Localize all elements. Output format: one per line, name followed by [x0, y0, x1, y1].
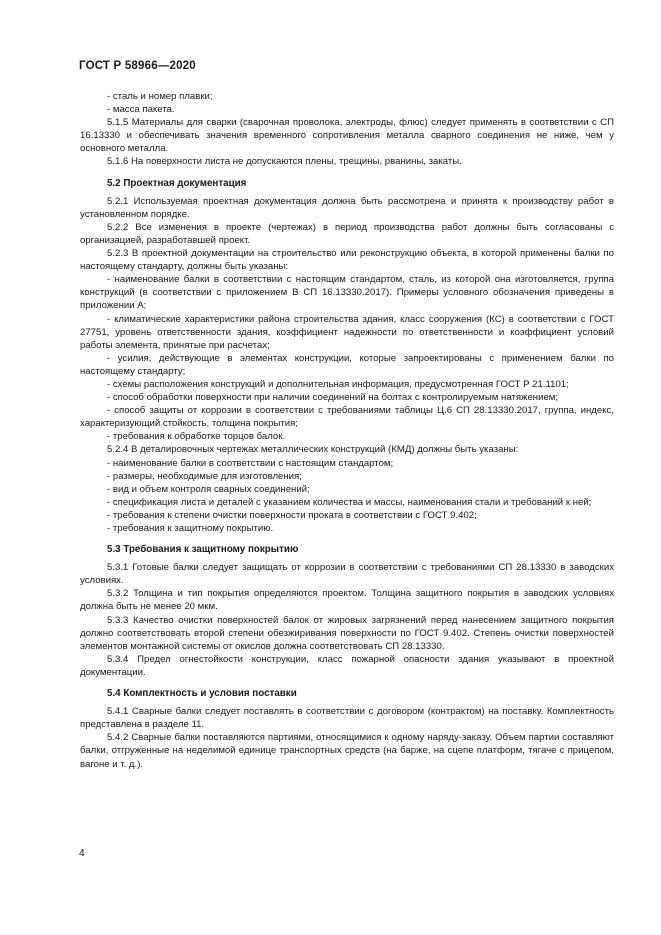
page-number: 4 — [79, 848, 85, 859]
clause-5-3-4: 5.3.4 Предел огнестойкости конструкции, класс пожарной опасности здания указывают в проектной документации. — [80, 653, 614, 678]
clause-5-3-2: 5.3.2 Толщина и тип покрытия определяются проектом. Толщина защитного покрытия в заводских условиях должна быть не менее 20 мкм. — [80, 588, 614, 613]
clause-5-2-2: 5.2.2 Все изменения в проекте (чертежах) в период производства работ должны быть согласованы с организацией, разработавшей проект. — [80, 221, 614, 246]
clause-5-3-3: 5.3.3 Качество очистки поверхностей балок от жировых загрязнений перед нанесением защитного покрытия должно соответствовать второй степени обезжиривания поверхности по ГОСТ 9.402. Степень очистки поверхностей элементов монтажной системы от окислов должна соответствовать СП 28.13330. — [80, 614, 614, 652]
list-item: - сталь и номер плавки; — [107, 91, 213, 102]
list-item: - способ обработки поверхности при наличии соединений на болтах с контролируемым натяжением; — [107, 392, 559, 404]
list-item: - требования к защитному покрытию. — [107, 523, 274, 534]
list-item: - усилия, действующие в элементах конструкции, которые запроектированы с применением балки по настоящему стандарту; — [80, 352, 614, 377]
list-item: - схемы расположения конструкций и дополнительная информация, предусмотренная ГОСТ Р 21.1101; — [107, 378, 569, 390]
list-item: - размеры, необходимые для изготовления; — [107, 470, 302, 482]
list-item: - требования к обработке торцов балок. — [107, 431, 286, 443]
clause-5-1-6: 5.1.6 На поверхности листа не допускаются плены, трещины, рванины, закаты. — [107, 156, 462, 168]
list-item: - вид и объем контроля сварных соединений; — [107, 483, 310, 495]
list-item: - масса пакета. — [107, 104, 175, 116]
section-heading-5-4: 5.4 Комплектность и условия поставки — [107, 688, 297, 700]
list-item: - климатические характеристики района строительства здания, класс сооружения (КС) в соответствии с ГОСТ 27751, уровень ответственности здания, коэффициент надежности по ответственности и коэффициент условий работы элемента, принятые при расчетах; — [80, 313, 614, 351]
clause-5-2-4: 5.2.4 В деталировочных чертежах металлических конструкций (КМД) должны быть указаны: — [107, 444, 519, 456]
page-header-standard-number: ГОСТ Р 58966—2020 — [79, 60, 196, 72]
list-item: - наименование балки в соответствии с настоящим стандартом; — [107, 457, 394, 469]
list-item: - способ защиты от коррозии в соответствии с требованиями таблицы Ц.6 СП 28.13330.2017, группа, индекс, характеризующий стойкость, толщина покрытия; — [80, 405, 614, 430]
list-item: - требования к степени очистки поверхности проката в соответствии с ГОСТ 9.402; — [107, 509, 477, 521]
clause-5-2-3: 5.2.3 В проектной документации на строительство или реконструкцию объекта, в которой применены балки по настоящему стандарту, должны быть указаны: — [80, 248, 614, 273]
clause-5-2-1: 5.2.1 Используемая проектная документация должна быть рассмотрена и принята к производству работ в установленном порядке. — [80, 195, 614, 220]
clause-5-3-1: 5.3.1 Готовые балки следует защищать от коррозии в соответствии с требованиями СП 28.13330 в заводских условиях. — [80, 562, 614, 587]
clause-5-1-5: 5.1.5 Материалы для сварки (сварочная проволока, электроды, флюс) следует применять в соответствии с СП 16.13330 и обеспечивать значения временного сопротивления металла сварного соединения не ниже, чем у основного металла. — [80, 117, 614, 155]
section-heading-5-3: 5.3 Требования к защитному покрытию — [107, 544, 299, 556]
list-item: - наименование балки в соответствии с настоящим стандартом, сталь, из которой она изготовляется, группа конструкций (в соответствии с приложением В СП 16.13330.2017). Примеры условного обозначения приведены в приложении А; — [80, 274, 614, 312]
section-heading-5-2: 5.2 Проектная документация — [107, 177, 247, 189]
clause-5-4-2: 5.4.2 Сварные балки поставляются партиями, относящимися к одному наряду-заказу. Объем партии составляют балки, отгруженные на неделимой единице транспортных средств (на барже, на сцепе платформ, тягаче с прицепом, вагоне и т. д.). — [80, 732, 614, 770]
list-item: - спецификация листа и деталей с указанием количества и массы, наименования стали и требований к ней; — [107, 496, 592, 508]
document-body — [80, 90, 614, 771]
clause-5-4-1: 5.4.1 Сварные балки следует поставлять в соответствии с договором (контрактом) на поставку. Комплектность представлена в разделе 11. — [80, 706, 614, 731]
